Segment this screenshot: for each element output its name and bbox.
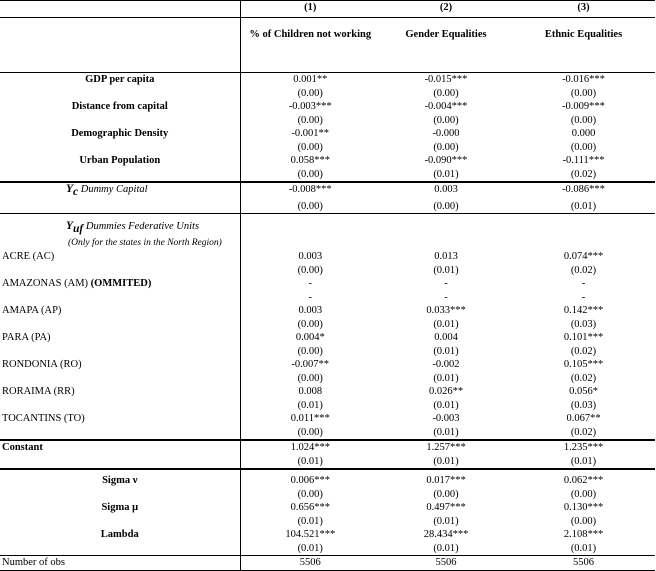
table-row (0, 277, 655, 291)
table-row (0, 154, 655, 168)
table-row (0, 556, 655, 571)
se-cell: (0.02) (570, 345, 597, 357)
se-row (0, 114, 655, 128)
se-cell: (0.00) (297, 200, 323, 212)
table-row (0, 73, 655, 87)
coef-cell: -0.000 (432, 128, 460, 139)
se-cell: (0.01) (297, 515, 323, 527)
coef-cell: 0.003 (380, 182, 512, 200)
symbol: Y (66, 220, 74, 233)
coef-cell: 0.017*** (380, 469, 512, 488)
coef-cell: 0.067** (566, 413, 601, 425)
coef-cell: 0.013 (434, 251, 458, 263)
coef-cell: 0.026** (428, 386, 464, 398)
obs-cell: 5506 (512, 556, 655, 571)
column-number-row (0, 1, 655, 18)
se-cell: (0.01) (433, 345, 459, 357)
coef-cell: -0.002 (432, 359, 460, 371)
coef-cell: 104.521*** (285, 529, 336, 541)
se-cell: (0.00) (297, 345, 323, 357)
se-cell: (0.02) (570, 426, 597, 438)
coef-cell: 0.003 (298, 305, 323, 317)
row-label-text: Dummy Capital (78, 184, 148, 195)
row-label: AMAPA (AP) (0, 304, 240, 318)
se-cell: (0.01) (433, 455, 459, 467)
row-label: GDP per capita (0, 73, 240, 87)
row-label: Urban Population (0, 154, 240, 168)
col-number-2: (2) (380, 1, 512, 18)
obs-cell: 5506 (240, 556, 380, 571)
table-row (0, 501, 655, 515)
se-cell: (0.01) (433, 515, 459, 527)
se-cell: (0.00) (297, 488, 323, 500)
coef-cell: 1.257*** (380, 440, 512, 455)
se-cell: (0.02) (570, 168, 597, 180)
row-label: TOCANTINS (TO) (0, 412, 240, 426)
section-header-row (0, 214, 655, 237)
row-label-text: AMAZONAS (AM) (2, 278, 89, 290)
row-label: Lambda (0, 528, 240, 542)
row-label: Number of obs (0, 556, 240, 571)
se-cell: (0.00) (433, 488, 459, 500)
se-cell: (0.00) (570, 488, 597, 500)
section-title: Dummies Federative Units (83, 221, 200, 233)
se-cell: (0.00) (297, 87, 323, 99)
se-row (0, 291, 655, 305)
blank-cell (0, 18, 240, 73)
coef-cell: 0.497*** (426, 502, 466, 514)
se-cell: - (308, 291, 312, 303)
row-label (0, 277, 240, 291)
col-number-1: (1) (240, 1, 380, 18)
table-row (0, 440, 655, 455)
coef-cell: -0.007** (291, 359, 330, 371)
se-cell: (0.00) (297, 318, 323, 330)
se-cell: (0.00) (570, 141, 597, 153)
se-cell: (0.00) (297, 168, 323, 180)
coef-cell: - (308, 278, 312, 290)
coef-cell: - (444, 278, 448, 290)
coef-cell: -0.015*** (424, 74, 468, 85)
se-cell: (0.00) (433, 114, 459, 126)
section-note-row (0, 237, 655, 251)
row-label: Constant (0, 440, 240, 455)
blank-cell (0, 1, 240, 18)
coef-cell: 1.024*** (240, 440, 380, 455)
coef-cell: -0.111*** (562, 155, 605, 166)
se-cell: (0.00) (433, 87, 459, 99)
section-note: (Only for the states in the North Region) (0, 237, 240, 251)
se-cell: (0.00) (297, 372, 323, 384)
se-row (0, 141, 655, 155)
se-row (0, 542, 655, 556)
coef-cell: 0.062*** (512, 469, 655, 488)
se-cell: (0.01) (570, 542, 597, 554)
row-label: RORAIMA (RR) (0, 385, 240, 399)
coef-cell: 0.033*** (426, 305, 466, 317)
symbol: Y (66, 183, 74, 195)
se-row (0, 264, 655, 278)
coef-cell: -0.016*** (562, 74, 605, 85)
col-name-2: Gender Equalities (380, 18, 512, 73)
table-row (0, 358, 655, 372)
se-cell: (0.01) (297, 399, 323, 411)
se-cell: (0.01) (433, 426, 459, 438)
coef-cell: 0.656*** (290, 502, 330, 514)
coef-cell: 1.235*** (512, 440, 655, 455)
se-cell: (0.01) (433, 264, 459, 276)
table-row (0, 100, 655, 114)
se-cell: (0.00) (297, 114, 323, 126)
row-label: Distance from capital (0, 100, 240, 114)
se-cell: (0.00) (297, 426, 323, 438)
se-cell: (0.03) (570, 399, 597, 411)
column-name-row (0, 18, 655, 73)
coef-cell: 0.101*** (563, 332, 604, 344)
section-header (0, 214, 240, 237)
row-label: Sigma ν (0, 469, 240, 488)
coef-cell: 0.074*** (563, 251, 604, 263)
table-row (0, 528, 655, 542)
coef-cell: -0.003*** (288, 101, 332, 112)
coef-cell: 28.434*** (423, 529, 469, 541)
se-cell: (0.01) (570, 200, 597, 212)
se-cell: (0.01) (297, 542, 323, 554)
coef-cell: 0.142*** (563, 305, 604, 317)
coef-cell: -0.009*** (562, 101, 605, 112)
se-row (0, 372, 655, 386)
se-cell: (0.00) (433, 141, 459, 153)
se-cell: (0.01) (433, 318, 459, 330)
coef-cell: 0.011*** (290, 413, 330, 425)
col-name-1: % of Children not working (240, 18, 380, 73)
table-row (0, 331, 655, 345)
coef-cell: 0.056* (569, 386, 598, 398)
coef-cell: 0.001** (293, 74, 328, 85)
se-cell: (0.01) (433, 372, 459, 384)
obs-cell: 5506 (380, 556, 512, 571)
se-cell: (0.00) (297, 264, 323, 276)
coef-cell: 0.008 (298, 386, 323, 398)
coef-cell: 0.130*** (563, 502, 604, 514)
coef-cell: -0.090*** (424, 155, 468, 166)
se-row (0, 399, 655, 413)
col-name-3: Ethnic Equalities (512, 18, 655, 73)
se-row (0, 488, 655, 502)
se-cell: (0.00) (570, 114, 597, 126)
se-cell: (0.01) (297, 455, 323, 467)
se-cell: (0.01) (570, 455, 597, 467)
coef-cell: 0.004* (295, 332, 325, 344)
coef-cell: 0.003 (298, 251, 323, 263)
table-row (0, 385, 655, 399)
row-label: PARA (PA) (0, 331, 240, 345)
se-cell: (0.00) (297, 141, 323, 153)
se-cell: - (444, 291, 448, 303)
row-label: RONDONIA (RO) (0, 358, 240, 372)
se-cell: (0.02) (570, 372, 597, 384)
row-label: Demographic Density (0, 127, 240, 141)
se-row (0, 200, 655, 214)
coef-cell: 2.108*** (563, 529, 604, 541)
coef-cell: - (581, 278, 586, 290)
coef-cell: 0.105*** (563, 359, 604, 371)
coef-cell: -0.003 (432, 413, 460, 425)
table-row (0, 412, 655, 426)
se-row (0, 515, 655, 529)
se-cell: (0.01) (433, 168, 459, 180)
row-label: ACRE (AC) (0, 250, 240, 264)
table-row (0, 127, 655, 141)
se-row (0, 87, 655, 101)
se-row (0, 455, 655, 470)
col-number-3: (3) (512, 1, 655, 18)
symbol-subscript: uf (73, 223, 84, 236)
coef-cell: 0.004 (434, 332, 458, 344)
se-cell: (0.01) (433, 399, 459, 411)
omitted-flag: (OMMITED) (90, 278, 152, 290)
coef-cell: -0.008*** (240, 182, 380, 200)
row-label: Sigma μ (0, 501, 240, 515)
se-cell: (0.00) (570, 87, 597, 99)
coef-cell: -0.004*** (424, 101, 468, 112)
se-row (0, 345, 655, 359)
coef-cell: -0.086*** (512, 182, 655, 200)
se-cell: - (581, 291, 586, 303)
coef-cell: 0.000 (571, 128, 596, 139)
se-row (0, 318, 655, 332)
coef-cell: 0.058*** (290, 155, 330, 166)
se-cell: (0.00) (570, 515, 597, 527)
se-row (0, 426, 655, 441)
se-cell: (0.02) (570, 264, 597, 276)
table-row (0, 469, 655, 488)
row-label (0, 182, 240, 200)
se-cell: (0.01) (433, 542, 459, 554)
coef-cell: -0.001** (291, 128, 330, 139)
coef-cell: 0.006*** (240, 469, 380, 488)
table-row (0, 304, 655, 318)
se-row (0, 168, 655, 183)
se-cell: (0.03) (570, 318, 597, 330)
se-cell: (0.00) (433, 200, 459, 212)
table-row (0, 182, 655, 200)
table-row (0, 250, 655, 264)
symbol-subscript: c (73, 186, 79, 199)
